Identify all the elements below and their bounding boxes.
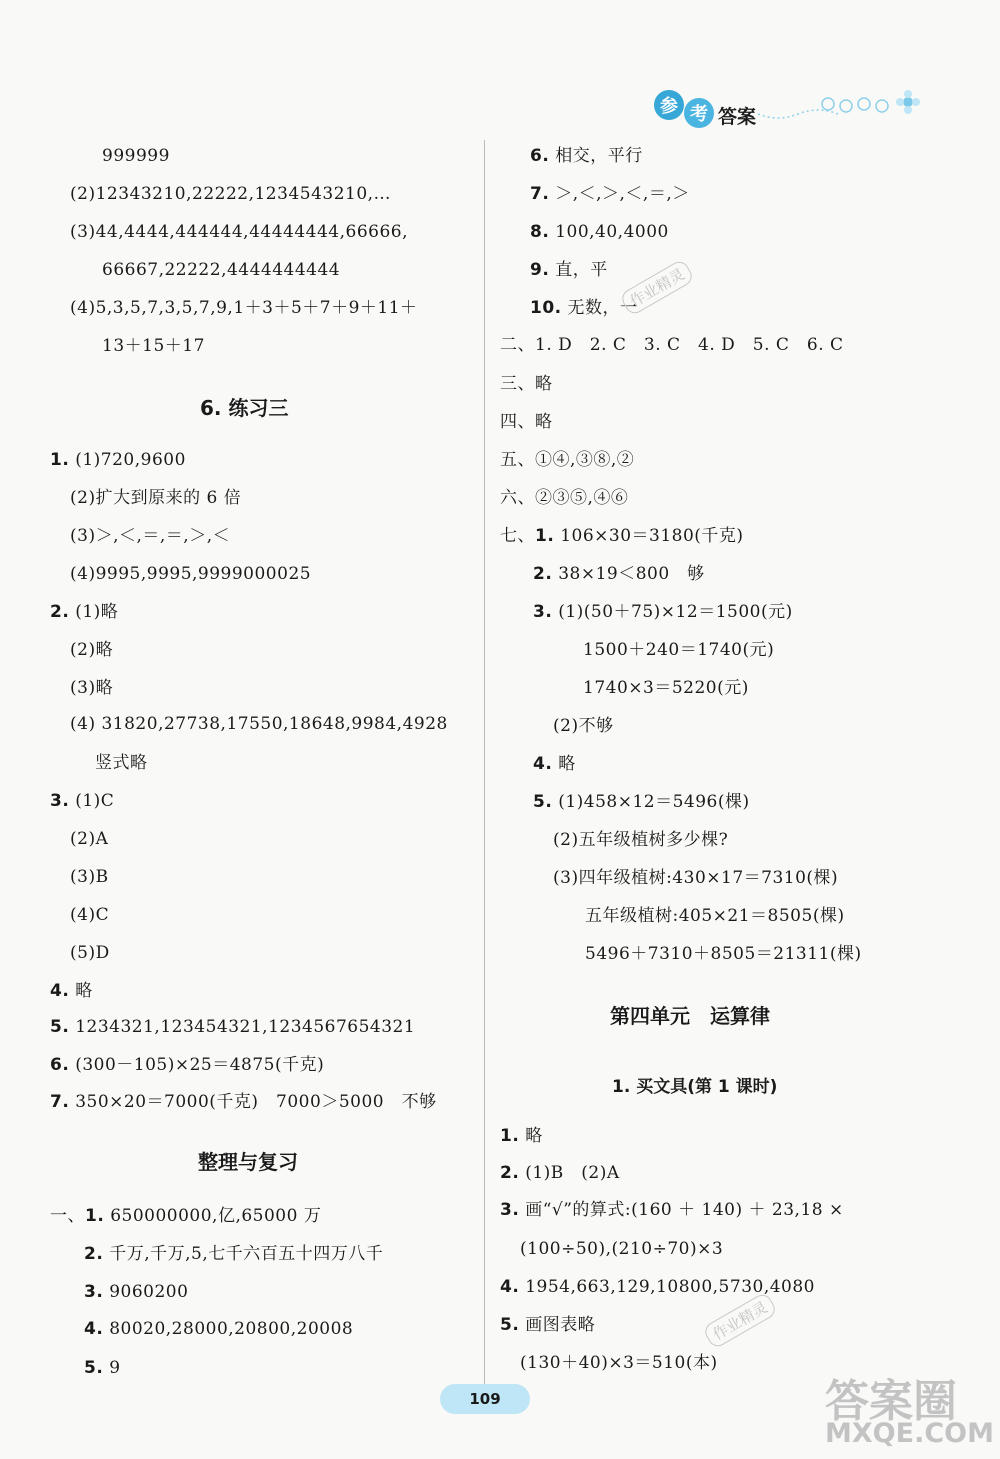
question-number: 2. [84, 1244, 104, 1264]
watermark-stamp: 作业精灵 [619, 258, 696, 317]
answer-line [530, 221, 669, 243]
question-number: 5. [533, 792, 553, 812]
question-number: 5. [84, 1358, 104, 1378]
flower-decoration-icon [758, 84, 928, 124]
answer-line: (4)C [70, 905, 110, 925]
answer-line [500, 1314, 595, 1336]
answer-text: 9060200 [109, 1282, 189, 1302]
question-number: 9. [530, 260, 550, 280]
answer-line: (3)B [70, 867, 109, 887]
answer-line [530, 259, 608, 281]
question-number: 2. [533, 564, 553, 584]
answer-line: (3)略 [70, 678, 114, 698]
answer-line: (4)9995,9995,9999000025 [70, 564, 312, 584]
answer-line: (3)＞,＜,＝,＝,＞,＜ [70, 526, 231, 546]
question-number: 3. [533, 602, 553, 622]
answer-line [84, 1318, 353, 1340]
answer-line [533, 791, 750, 813]
answer-line: (2)略 [70, 640, 114, 660]
question-number: 2. [50, 602, 70, 622]
answer-line: 66667,22222,4444444444 [102, 260, 341, 280]
answer-line: (2)A [70, 829, 109, 849]
lesson-title: 1. 买文具(第 1 课时) [612, 1077, 778, 1097]
answer-text: 千万,千万,5,七千六百五十四万八千 [109, 1244, 384, 1264]
answer-line: (130＋40)×3＝510(本) [520, 1353, 718, 1373]
answer-line [50, 1016, 415, 1038]
question-number: 7. [530, 184, 550, 204]
answer-line: 竖式略 [95, 753, 148, 773]
question-number: 4. [500, 1277, 520, 1297]
answer-line [530, 145, 643, 167]
answer-line: 三、略 [500, 374, 553, 394]
answer-text: (1)458×12＝5496(棵) [558, 792, 750, 812]
question-number: 8. [530, 222, 550, 242]
question-number: 4. [50, 981, 70, 1001]
answer-text: (1)C [75, 791, 115, 811]
answer-text: 80020,28000,20800,20008 [109, 1319, 354, 1339]
answer-text: 略 [525, 1126, 543, 1146]
question-number: 4. [84, 1319, 104, 1339]
answer-text: (1)(50＋75)×12＝1500(元) [558, 602, 793, 622]
answer-line [50, 601, 118, 623]
answer-line: 二、1. D 2. C 3. C 4. D 5. C 6. C [500, 335, 844, 355]
answer-line [50, 980, 93, 1002]
answer-line: (100÷50),(210÷70)×3 [520, 1239, 724, 1259]
question-number: 7. [50, 1092, 70, 1112]
answer-line: (4) 31820,27738,17550,18648,9984,4928 [70, 714, 448, 734]
answer-header-badge [650, 84, 930, 134]
answer-text: 38×19＜800 够 [558, 564, 705, 584]
answer-line [533, 601, 793, 623]
header-bubble-1: 参 [654, 90, 684, 120]
answer-line: 1740×3＝5220(元) [583, 678, 749, 698]
answer-line [500, 1199, 844, 1221]
answer-line: 999999 [102, 146, 170, 166]
page-number-badge [440, 1384, 530, 1414]
answer-line [50, 1054, 324, 1076]
watermark-site: MXQE.COM [825, 1418, 994, 1449]
answer-line: 五、①④,③⑧,② [500, 450, 635, 470]
answer-text: 9 [109, 1358, 121, 1378]
question-number: 3. [84, 1282, 104, 1302]
part-label: 一、 [50, 1206, 85, 1226]
answer-text: 106×30＝3180(千克) [560, 526, 744, 546]
answer-text: 350×20＝7000(千克) 7000＞5000 不够 [75, 1092, 437, 1112]
answer-text: 100,40,4000 [555, 222, 669, 242]
answer-text: (1)B (2)A [525, 1163, 620, 1183]
answer-line [500, 1125, 543, 1147]
answer-line: (2)扩大到原来的 6 倍 [70, 488, 242, 508]
question-number: 5. [500, 1315, 520, 1335]
section-title-review: 整理与复习 [198, 1150, 298, 1174]
unit-title: 第四单元 运算律 [610, 1004, 770, 1028]
answer-text: ＞,＜,＞,＜,＝,＞ [555, 184, 690, 204]
answer-line: 四、略 [500, 412, 553, 432]
answer-line [533, 563, 705, 585]
question-number: 5. [50, 1017, 70, 1037]
answer-line: 1500＋240＝1740(元) [583, 640, 775, 660]
answer-line [530, 183, 690, 205]
answer-text: 略 [558, 754, 576, 774]
question-number: 1. [50, 450, 70, 470]
answer-text: 无数，一 [567, 298, 638, 318]
answer-line: (4)5,3,5,7,3,5,7,9,1＋3＋5＋7＋9＋11＋ [70, 298, 418, 318]
watermark-stamp: 作业精灵 [702, 1291, 779, 1350]
watermark-logo: 答案圈 [825, 1376, 957, 1427]
answer-text: 相交，平行 [555, 146, 643, 166]
answer-text: 画“√”的算式:(160 ＋ 140) ＋ 23,18 × [525, 1200, 844, 1220]
column-divider [484, 140, 485, 1385]
answer-line [50, 1091, 437, 1113]
answer-text: (300－105)×25＝4875(千克) [75, 1055, 325, 1075]
answer-line: 六、②③⑤,④⑥ [500, 488, 629, 508]
answer-line [84, 1281, 188, 1303]
question-number: 1. [85, 1206, 105, 1226]
answer-text: (1)略 [75, 602, 119, 622]
answer-text: 650000000,亿,65000 万 [110, 1206, 322, 1226]
answer-text: 直，平 [555, 260, 608, 280]
answer-line [500, 1162, 620, 1184]
answer-text: 画图表略 [525, 1315, 596, 1335]
question-number: 1. [500, 1126, 520, 1146]
answer-line [50, 449, 186, 471]
header-bubble-2: 考 [684, 98, 714, 128]
header-answer-label: 答案 [718, 106, 757, 128]
answer-line: (5)D [70, 943, 110, 963]
question-number: 1. [535, 526, 555, 546]
answer-line: 五年级植树:405×21＝8505(棵) [585, 906, 845, 926]
question-number: 2. [500, 1163, 520, 1183]
answer-text: 1954,663,129,10800,5730,4080 [525, 1277, 815, 1297]
answer-line: (3)44,4444,444444,44444444,66666, [70, 222, 408, 242]
answer-line [84, 1357, 121, 1379]
answer-line [500, 1276, 815, 1298]
question-number: 10. [530, 298, 562, 318]
answer-line [533, 753, 576, 775]
answer-line [500, 525, 744, 547]
answer-text: (1)720,9600 [75, 450, 186, 470]
section-title-exercise-3: 6. 练习三 [200, 396, 289, 420]
answer-text: 1234321,123454321,1234567654321 [75, 1017, 416, 1037]
question-number: 6. [530, 146, 550, 166]
answer-line [50, 1205, 321, 1227]
page-number: 109 [469, 1390, 501, 1408]
question-number: 6. [50, 1055, 70, 1075]
answer-line: 13＋15＋17 [102, 336, 205, 356]
answer-line: (2)不够 [553, 716, 614, 736]
answer-line: (3)四年级植树:430×17＝7310(棵) [553, 868, 839, 888]
question-number: 3. [50, 791, 70, 811]
answer-text: 略 [75, 981, 93, 1001]
answer-line: (2)12343210,22222,1234543210,… [70, 184, 392, 204]
answer-line [50, 790, 114, 812]
answer-line [84, 1243, 383, 1265]
question-number: 3. [500, 1200, 520, 1220]
answer-line: 5496＋7310＋8505＝21311(棵) [585, 944, 862, 964]
part-label: 七、 [500, 526, 535, 546]
question-number: 4. [533, 754, 553, 774]
answer-line: (2)五年级植树多少棵? [553, 830, 729, 850]
